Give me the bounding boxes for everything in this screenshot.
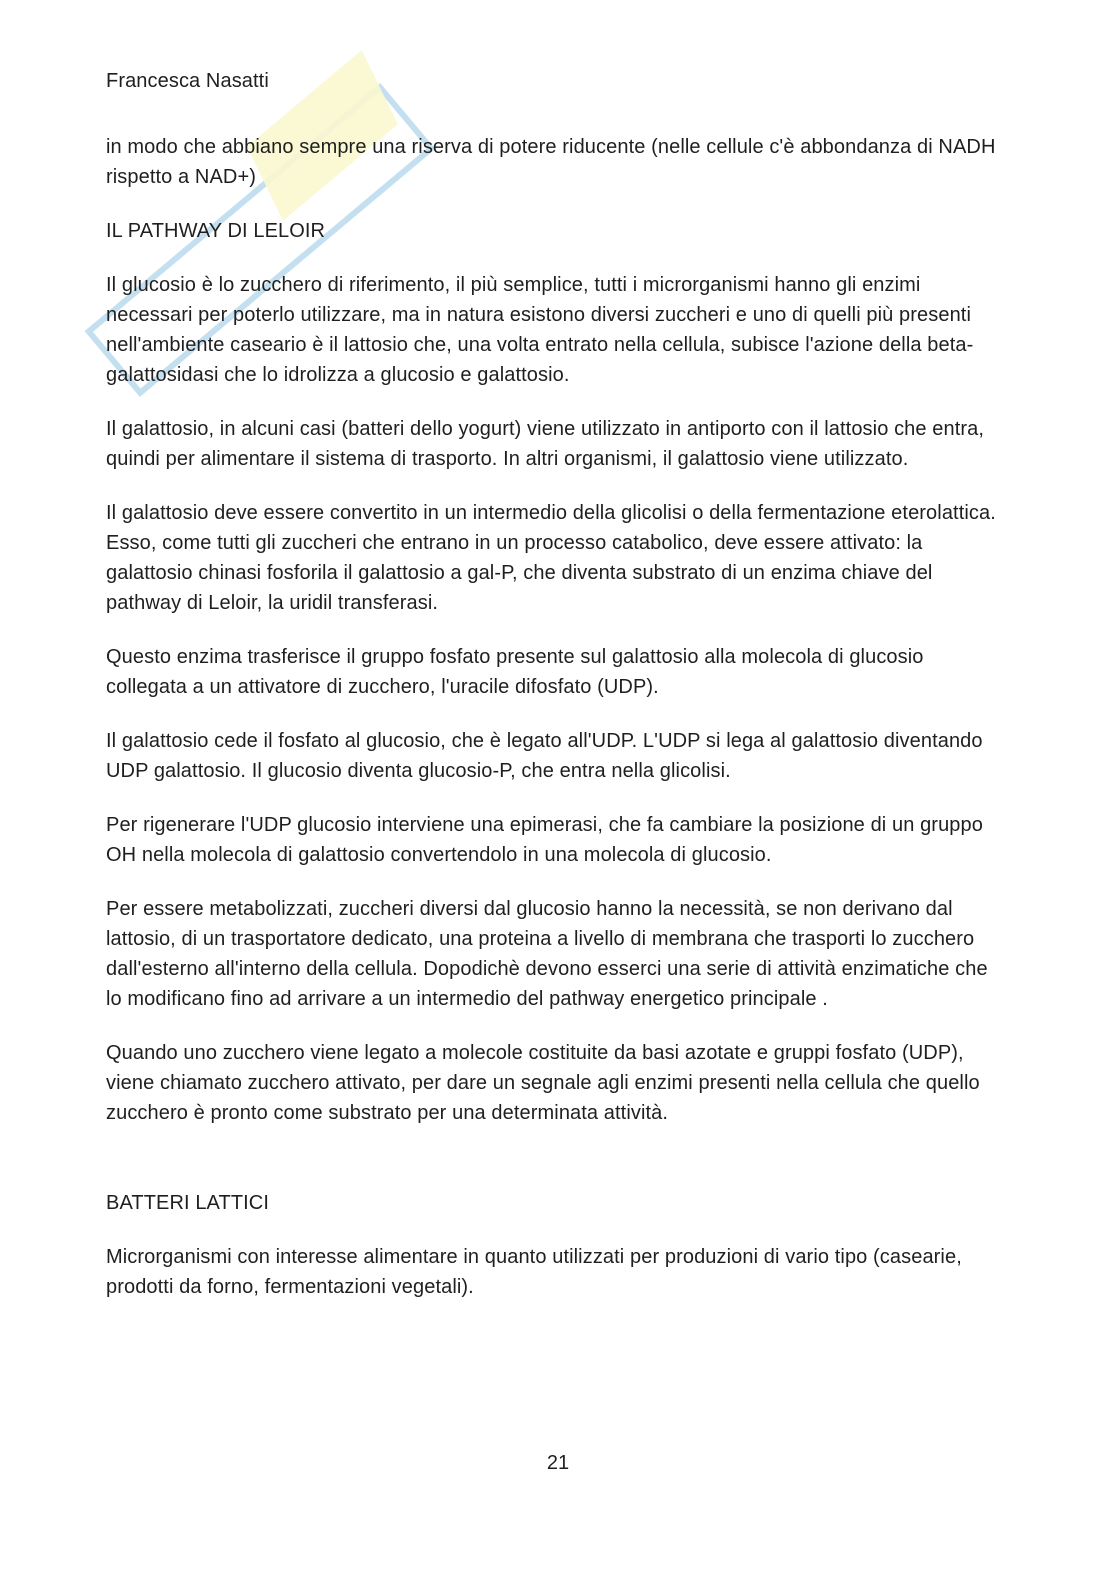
paragraph-glucosio: Il glucosio è lo zucchero di riferimento, il più semplice, tutti i microrganismi hanno gli enzimi necessari per poterlo utilizzare, ma in natura esistono diversi zuccheri e uno di quelli più presenti nell'ambiente caseario è il lattosio che, una volta entrato nella cellula, subisce l'azione della beta-galattosidasi che lo idrolizza a glucosio e galattosio. xyxy=(106,274,974,386)
page-number: 21 xyxy=(546,1452,570,1474)
paragraph-trasportatore: Per essere metabolizzati, zuccheri diversi dal glucosio hanno la necessità, se non derivano dal lattosio, di un trasportatore dedicato, una proteina a livello di membrana che trasporti lo zucchero dall'esterno all'interno della cellula. Dopodichè devono esserci una serie di attività enzimatiche che lo modificano fino ad arrivare a un intermedio del pathway energetico principale . xyxy=(106,898,988,1010)
author-header: Francesca Nasatti xyxy=(106,70,269,92)
paragraph-galattosio-antiporto: Il galattosio, in alcuni casi (batteri dello yogurt) viene utilizzato in antiporto con il lattosio che entra, quindi per alimentare il sistema di trasporto. In altri organismi, il galattosio viene utilizzato. xyxy=(106,418,985,470)
paragraph-epimerasi: Per rigenerare l'UDP glucosio interviene una epimerasi, che fa cambiare la posizione di un gruppo OH nella molecola di galattosio convertendolo in una molecola di glucosio. xyxy=(106,814,983,866)
paragraph-microrganismi: Microrganismi con interesse alimentare in quanto utilizzati per produzioni di vario tipo (casearie, prodotti da forno, fermentazioni vegetali). xyxy=(106,1246,962,1298)
heading-batteri-lattici: BATTERI LATTICI xyxy=(106,1192,269,1214)
paragraph-nadh: in modo che abbiano sempre una riserva di potere riducente (nelle cellule c'è abbondanza di NADH rispetto a NAD+) xyxy=(106,136,996,188)
document-body xyxy=(106,132,1006,1326)
heading-pathway-leloir: IL PATHWAY DI LELOIR xyxy=(106,220,326,242)
paragraph-enzima-udp: Questo enzima trasferisce il gruppo fosfato presente sul galattosio alla molecola di glucosio collegata a un attivatore di zucchero, l'uracile difosfato (UDP). xyxy=(106,646,924,698)
paragraph-galattosio-fosfato: Il galattosio cede il fosfato al glucosio, che è legato all'UDP. L'UDP si lega al galattosio diventando UDP galattosio. Il glucosio diventa glucosio-P, che entra nella glicolisi. xyxy=(106,730,983,782)
paragraph-zucchero-attivato: Quando uno zucchero viene legato a molecole costituite da basi azotate e gruppi fosfato (UDP), viene chiamato zucchero attivato, per dare un segnale agli enzimi presenti nella cellula che quello zucchero è pronto come substrato per una determinata attività. xyxy=(106,1042,980,1124)
paragraph-galattosio-conversione: Il galattosio deve essere convertito in un intermedio della glicolisi o della fermentazione eterolattica. Esso, come tutti gli zuccheri che entrano in un processo catabolico, deve essere attivato: la galattosio chinasi fosforila il galattosio a gal-P, che diventa substrato di un enzima chiave del pathway di Leloir, la uridil transferasi. xyxy=(106,502,996,614)
